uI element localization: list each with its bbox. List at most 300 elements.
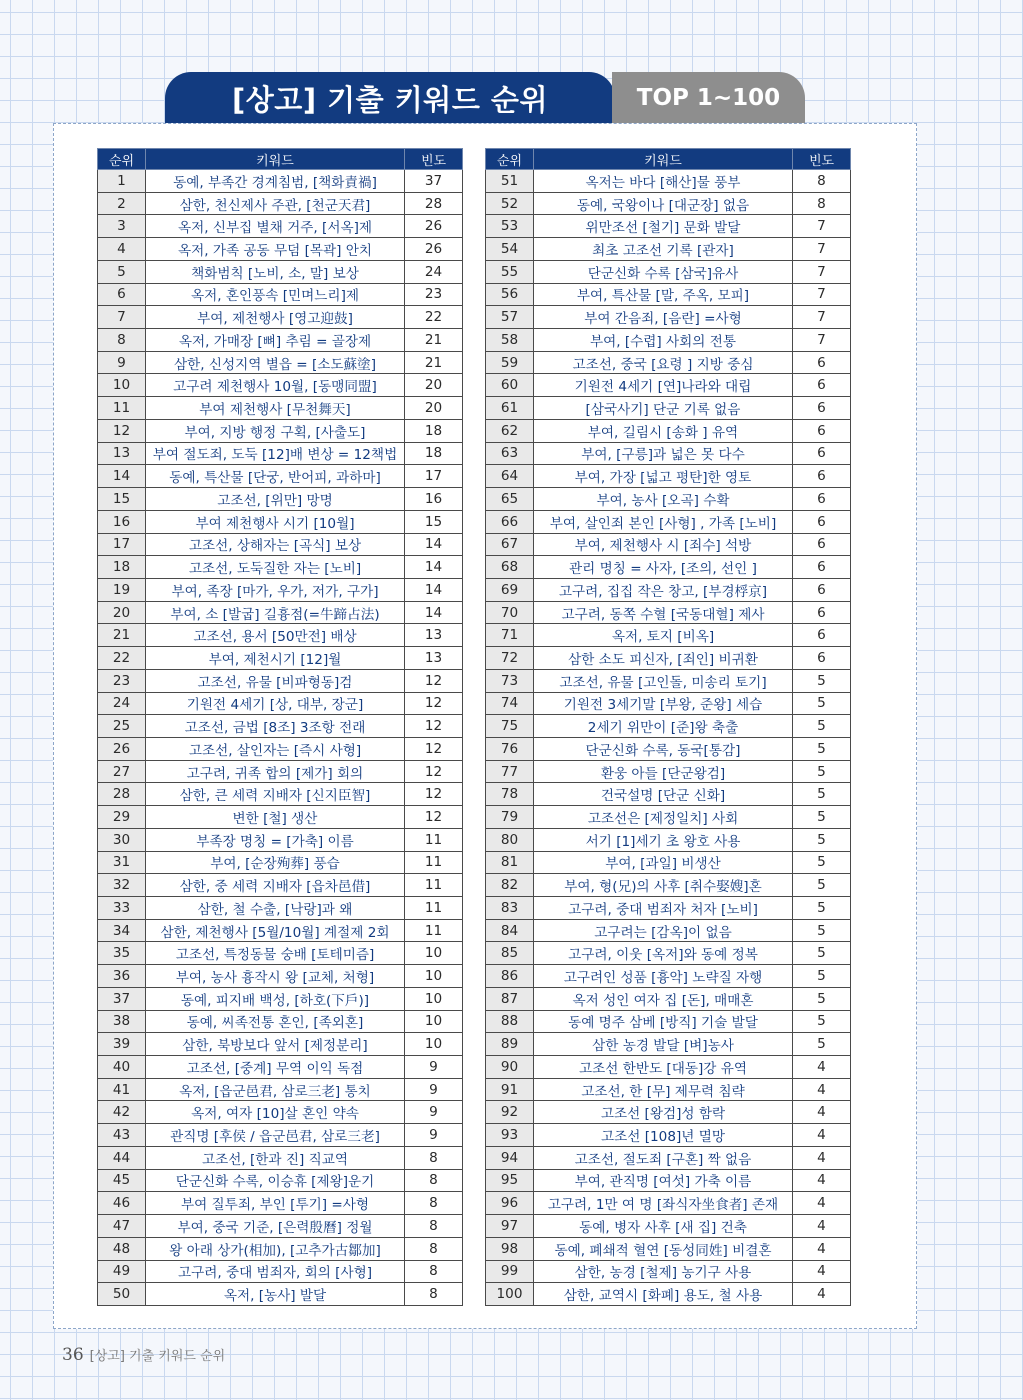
keyword-cell: 삼한, 북방보다 앞서 [제정분리] xyxy=(146,1033,405,1056)
rank-cell: 84 xyxy=(486,919,534,942)
table-row xyxy=(98,1283,463,1306)
table-row xyxy=(98,1033,463,1056)
frequency-cell: 5 xyxy=(793,760,851,783)
table-row xyxy=(98,942,463,965)
table-row xyxy=(486,942,851,965)
rank-cell: 86 xyxy=(486,965,534,988)
table-row xyxy=(486,601,851,624)
frequency-cell: 8 xyxy=(405,1237,463,1260)
frequency-cell: 5 xyxy=(793,1010,851,1033)
keyword-cell: 부여, 특산물 [말, 주옥, 모피] xyxy=(534,283,793,306)
rank-cell: 5 xyxy=(98,260,146,283)
frequency-cell: 14 xyxy=(405,578,463,601)
table-row xyxy=(98,351,463,374)
table-row xyxy=(98,1101,463,1124)
keyword-cell: 고구려인 성품 [흉악] 노략질 자행 xyxy=(534,965,793,988)
keyword-cell: 부여, 농사 흉작시 왕 [교체, 처형] xyxy=(146,965,405,988)
keyword-cell: 고조선, 유물 [비파형동]검 xyxy=(146,669,405,692)
frequency-cell: 21 xyxy=(405,351,463,374)
keyword-cell: 환웅 아들 [단군왕검] xyxy=(534,760,793,783)
rank-cell: 31 xyxy=(98,851,146,874)
table-row xyxy=(98,965,463,988)
table-row xyxy=(486,1260,851,1283)
keyword-cell: 고조선, 유물 [고인돌, 미송리 토기] xyxy=(534,669,793,692)
range-badge: TOP 1~100 xyxy=(612,72,805,124)
keyword-table-left xyxy=(97,148,463,1306)
rank-cell: 54 xyxy=(486,238,534,261)
keyword-cell: 고조선 [108]년 멸망 xyxy=(534,1124,793,1147)
table-row xyxy=(486,306,851,329)
rank-cell: 42 xyxy=(98,1101,146,1124)
frequency-cell: 10 xyxy=(405,987,463,1010)
rank-cell: 11 xyxy=(98,397,146,420)
frequency-cell: 4 xyxy=(793,1215,851,1238)
keyword-cell: 삼한, 농경 [철제] 농기구 사용 xyxy=(534,1260,793,1283)
table-row xyxy=(98,919,463,942)
table-row xyxy=(486,897,851,920)
frequency-cell: 6 xyxy=(793,578,851,601)
rank-cell: 34 xyxy=(98,919,146,942)
keyword-cell: 고조선, 중국 [요령 ] 지방 중심 xyxy=(534,351,793,374)
rank-cell: 100 xyxy=(486,1283,534,1306)
keyword-cell: 책화범칙 [노비, 소, 말] 보상 xyxy=(146,260,405,283)
table-row xyxy=(486,1056,851,1079)
table-row xyxy=(486,783,851,806)
rank-cell: 64 xyxy=(486,465,534,488)
rank-cell: 90 xyxy=(486,1056,534,1079)
table-row xyxy=(486,260,851,283)
keyword-cell: 동예, 특산물 [단궁, 반어피, 과하마] xyxy=(146,465,405,488)
table-row xyxy=(486,1078,851,1101)
keyword-cell: 동예, 씨족전통 혼인, [족외혼] xyxy=(146,1010,405,1033)
table-row xyxy=(98,442,463,465)
rank-cell: 45 xyxy=(98,1169,146,1192)
rank-cell: 58 xyxy=(486,329,534,352)
header-frequency: 빈도 xyxy=(405,149,463,170)
keyword-cell: 옥저, 신부집 별채 거주, [서옥]제 xyxy=(146,215,405,238)
rank-cell: 38 xyxy=(98,1010,146,1033)
keyword-cell: 부여, [수렵] 사회의 전통 xyxy=(534,329,793,352)
frequency-cell: 4 xyxy=(793,1056,851,1079)
rank-cell: 19 xyxy=(98,578,146,601)
rank-cell: 9 xyxy=(98,351,146,374)
rank-cell: 77 xyxy=(486,760,534,783)
keyword-table-right xyxy=(485,148,851,1306)
table-row xyxy=(98,601,463,624)
keyword-cell: 부족장 명칭 = [가축] 이름 xyxy=(146,828,405,851)
frequency-cell: 6 xyxy=(793,647,851,670)
rank-cell: 22 xyxy=(98,647,146,670)
rank-cell: 14 xyxy=(98,465,146,488)
keyword-cell: 옥저 성인 여자 집 [돈], 매매혼 xyxy=(534,987,793,1010)
rank-cell: 49 xyxy=(98,1260,146,1283)
frequency-cell: 5 xyxy=(793,919,851,942)
rank-cell: 67 xyxy=(486,533,534,556)
table-row xyxy=(98,897,463,920)
frequency-cell: 5 xyxy=(793,806,851,829)
keyword-cell: 삼한, 제천행사 [5월/10월] 계절제 2회 xyxy=(146,919,405,942)
table-row xyxy=(98,510,463,533)
table-row xyxy=(98,1056,463,1079)
frequency-cell: 9 xyxy=(405,1124,463,1147)
rank-cell: 50 xyxy=(98,1283,146,1306)
keyword-cell: 동예, 폐쇄적 혈연 [동성同姓] 비결혼 xyxy=(534,1237,793,1260)
rank-cell: 93 xyxy=(486,1124,534,1147)
keyword-cell: 서기 [1]세기 초 왕호 사용 xyxy=(534,828,793,851)
footer-label: [상고] 기출 키워드 순위 xyxy=(89,1349,226,1364)
frequency-cell: 5 xyxy=(793,737,851,760)
table-row xyxy=(98,192,463,215)
keyword-cell: 고조선, 한 [무] 제무력 침략 xyxy=(534,1078,793,1101)
table-row xyxy=(98,783,463,806)
frequency-cell: 8 xyxy=(405,1169,463,1192)
frequency-cell: 5 xyxy=(793,715,851,738)
table-row xyxy=(98,760,463,783)
frequency-cell: 28 xyxy=(405,192,463,215)
page-footer xyxy=(62,1345,225,1365)
rank-cell: 61 xyxy=(486,397,534,420)
frequency-cell: 14 xyxy=(405,533,463,556)
table-row xyxy=(98,238,463,261)
rank-cell: 88 xyxy=(486,1010,534,1033)
keyword-cell: 고조선 [왕검]성 함락 xyxy=(534,1101,793,1124)
keyword-cell: 관직명 [후侯 / 읍군邑君, 삼로三老] xyxy=(146,1124,405,1147)
rank-cell: 2 xyxy=(98,192,146,215)
keyword-cell: 단군신화 수록, 동국[통감] xyxy=(534,737,793,760)
rank-cell: 17 xyxy=(98,533,146,556)
table-row xyxy=(486,987,851,1010)
keyword-cell: 부여, 형(兄)의 사후 [취수娶嫂]혼 xyxy=(534,874,793,897)
table-row xyxy=(98,556,463,579)
frequency-cell: 10 xyxy=(405,942,463,965)
table-row xyxy=(486,760,851,783)
frequency-cell: 7 xyxy=(793,215,851,238)
rank-cell: 32 xyxy=(98,874,146,897)
frequency-cell: 6 xyxy=(793,465,851,488)
rank-cell: 13 xyxy=(98,442,146,465)
keyword-cell: 고조선, 상해자는 [곡식] 보상 xyxy=(146,533,405,556)
rank-cell: 23 xyxy=(98,669,146,692)
frequency-cell: 5 xyxy=(793,828,851,851)
table-row xyxy=(486,647,851,670)
frequency-cell: 12 xyxy=(405,669,463,692)
frequency-cell: 7 xyxy=(793,306,851,329)
frequency-cell: 26 xyxy=(405,238,463,261)
header-frequency: 빈도 xyxy=(793,149,851,170)
table-row xyxy=(486,533,851,556)
table-row xyxy=(486,1124,851,1147)
frequency-cell: 4 xyxy=(793,1192,851,1215)
frequency-cell: 6 xyxy=(793,419,851,442)
keyword-cell: 고조선은 [제정일치] 사회 xyxy=(534,806,793,829)
keyword-cell: 삼한, 중 세력 지배자 [읍차邑借] xyxy=(146,874,405,897)
frequency-cell: 5 xyxy=(793,669,851,692)
rank-cell: 24 xyxy=(98,692,146,715)
frequency-cell: 16 xyxy=(405,488,463,511)
keyword-cell: 최초 고조선 기록 [관자] xyxy=(534,238,793,261)
frequency-cell: 14 xyxy=(405,556,463,579)
rank-cell: 1 xyxy=(98,170,146,193)
keyword-cell: 고조선, 용서 [50만전] 배상 xyxy=(146,624,405,647)
table-row xyxy=(486,1101,851,1124)
keyword-cell: 부여, 지방 행정 구획, [사출도] xyxy=(146,419,405,442)
keyword-cell: 고구려, 중대 범죄자 처자 [노비] xyxy=(534,897,793,920)
table-row xyxy=(98,329,463,352)
table-row xyxy=(486,283,851,306)
table-row xyxy=(98,1078,463,1101)
keyword-cell: 부여, [순장殉葬] 풍습 xyxy=(146,851,405,874)
frequency-cell: 26 xyxy=(405,215,463,238)
table-row xyxy=(486,374,851,397)
frequency-cell: 7 xyxy=(793,283,851,306)
rank-cell: 37 xyxy=(98,987,146,1010)
rank-cell: 25 xyxy=(98,715,146,738)
table-row xyxy=(98,987,463,1010)
keyword-cell: 삼한, 큰 세력 지배자 [신지臣智] xyxy=(146,783,405,806)
table-row xyxy=(486,624,851,647)
header-keyword: 키워드 xyxy=(146,149,405,170)
table-row xyxy=(98,374,463,397)
table-row xyxy=(486,828,851,851)
table-row xyxy=(98,306,463,329)
frequency-cell: 6 xyxy=(793,510,851,533)
keyword-cell: 옥저, [농사] 발달 xyxy=(146,1283,405,1306)
frequency-cell: 6 xyxy=(793,556,851,579)
keyword-cell: 고구려, 귀족 합의 [제가] 회의 xyxy=(146,760,405,783)
table-row xyxy=(486,215,851,238)
keyword-cell: 옥저, 가족 공동 무덤 [목곽] 안치 xyxy=(146,238,405,261)
frequency-cell: 11 xyxy=(405,851,463,874)
keyword-cell: 기원전 4세기 [연]나라와 대립 xyxy=(534,374,793,397)
keyword-cell: 부여, 제천시기 [12]월 xyxy=(146,647,405,670)
keyword-cell: 옥저, [읍군邑君, 삼로三老] 통치 xyxy=(146,1078,405,1101)
frequency-cell: 8 xyxy=(405,1260,463,1283)
table-row xyxy=(486,715,851,738)
table-row xyxy=(486,170,851,193)
keyword-cell: 고조선, 특정동물 숭배 [토테미즘] xyxy=(146,942,405,965)
frequency-cell: 6 xyxy=(793,442,851,465)
keyword-cell: 부여, 소 [발굽] 길흉점(=牛蹄占法) xyxy=(146,601,405,624)
frequency-cell: 12 xyxy=(405,737,463,760)
keyword-cell: 고조선, [중계] 무역 이익 독점 xyxy=(146,1056,405,1079)
frequency-cell: 4 xyxy=(793,1101,851,1124)
frequency-cell: 12 xyxy=(405,760,463,783)
frequency-cell: 8 xyxy=(793,192,851,215)
table-row xyxy=(98,874,463,897)
rank-cell: 82 xyxy=(486,874,534,897)
table-row xyxy=(98,283,463,306)
keyword-cell: 동예, 피지배 백성, [하호(下戶)] xyxy=(146,987,405,1010)
rank-cell: 68 xyxy=(486,556,534,579)
keyword-cell: 옥저, 여자 [10]살 혼인 약속 xyxy=(146,1101,405,1124)
frequency-cell: 11 xyxy=(405,874,463,897)
frequency-cell: 37 xyxy=(405,170,463,193)
rank-cell: 74 xyxy=(486,692,534,715)
table-row xyxy=(98,170,463,193)
keyword-cell: [삼국사기] 단군 기록 없음 xyxy=(534,397,793,420)
rank-cell: 66 xyxy=(486,510,534,533)
frequency-cell: 8 xyxy=(405,1192,463,1215)
frequency-cell: 12 xyxy=(405,692,463,715)
table-row xyxy=(98,1169,463,1192)
keyword-cell: 기원전 3세기말 [부왕, 준왕] 세습 xyxy=(534,692,793,715)
frequency-cell: 11 xyxy=(405,828,463,851)
frequency-cell: 4 xyxy=(793,1146,851,1169)
rank-cell: 4 xyxy=(98,238,146,261)
rank-cell: 98 xyxy=(486,1237,534,1260)
rank-cell: 65 xyxy=(486,488,534,511)
frequency-cell: 7 xyxy=(793,329,851,352)
frequency-cell: 4 xyxy=(793,1283,851,1306)
header-rank: 순위 xyxy=(98,149,146,170)
frequency-cell: 18 xyxy=(405,442,463,465)
frequency-cell: 6 xyxy=(793,601,851,624)
keyword-cell: 기원전 4세기 [상, 대부, 장군] xyxy=(146,692,405,715)
rank-cell: 51 xyxy=(486,170,534,193)
keyword-cell: 삼한 소도 피신자, [죄인] 비귀환 xyxy=(534,647,793,670)
table-row xyxy=(98,260,463,283)
keyword-cell: 고구려 제천행사 10월, [동맹同盟] xyxy=(146,374,405,397)
keyword-cell: 옥저, 가매장 [뼈] 추림 = 골장제 xyxy=(146,329,405,352)
frequency-cell: 5 xyxy=(793,874,851,897)
table-row xyxy=(486,442,851,465)
rank-cell: 69 xyxy=(486,578,534,601)
keyword-cell: 부여, 제천행사 시 [죄수] 석방 xyxy=(534,533,793,556)
frequency-cell: 10 xyxy=(405,1033,463,1056)
rank-cell: 99 xyxy=(486,1260,534,1283)
keyword-cell: 부여, 살인죄 본인 [사형] , 가족 [노비] xyxy=(534,510,793,533)
keyword-cell: 고조선, 금법 [8조] 3조항 전래 xyxy=(146,715,405,738)
frequency-cell: 5 xyxy=(793,897,851,920)
keyword-cell: 부여 질투죄, 부인 [투기] =사형 xyxy=(146,1192,405,1215)
table-row xyxy=(98,851,463,874)
keyword-cell: 2세기 위만이 [준]왕 축출 xyxy=(534,715,793,738)
rank-cell: 72 xyxy=(486,647,534,670)
rank-cell: 89 xyxy=(486,1033,534,1056)
frequency-cell: 18 xyxy=(405,419,463,442)
rank-cell: 44 xyxy=(98,1146,146,1169)
table-row xyxy=(486,1010,851,1033)
frequency-cell: 6 xyxy=(793,351,851,374)
frequency-cell: 5 xyxy=(793,851,851,874)
keyword-cell: 부여, 족장 [마가, 우가, 저가, 구가] xyxy=(146,578,405,601)
frequency-cell: 6 xyxy=(793,397,851,420)
rank-cell: 39 xyxy=(98,1033,146,1056)
table-row xyxy=(98,488,463,511)
rank-cell: 57 xyxy=(486,306,534,329)
keyword-cell: 동예, 병자 사후 [새 집] 건축 xyxy=(534,1215,793,1238)
frequency-cell: 10 xyxy=(405,1010,463,1033)
rank-cell: 6 xyxy=(98,283,146,306)
frequency-cell: 5 xyxy=(793,692,851,715)
table-row xyxy=(486,488,851,511)
table-row xyxy=(486,329,851,352)
keyword-cell: 옥저, 혼인풍속 [민며느리]제 xyxy=(146,283,405,306)
table-row xyxy=(486,238,851,261)
frequency-cell: 17 xyxy=(405,465,463,488)
rank-cell: 78 xyxy=(486,783,534,806)
table-row xyxy=(486,192,851,215)
keyword-cell: 부여, 가장 [넓고 평탄]한 영토 xyxy=(534,465,793,488)
rank-cell: 33 xyxy=(98,897,146,920)
table-row xyxy=(98,624,463,647)
frequency-cell: 12 xyxy=(405,806,463,829)
table-row xyxy=(486,874,851,897)
frequency-cell: 13 xyxy=(405,624,463,647)
table-row xyxy=(486,419,851,442)
frequency-cell: 22 xyxy=(405,306,463,329)
keyword-cell: 변한 [철] 생산 xyxy=(146,806,405,829)
keyword-cell: 부여 절도죄, 도둑 [12]배 변상 = 12책법 xyxy=(146,442,405,465)
keyword-cell: 부여, [구릉]과 넓은 못 다수 xyxy=(534,442,793,465)
rank-cell: 7 xyxy=(98,306,146,329)
rank-cell: 87 xyxy=(486,987,534,1010)
table-row xyxy=(486,1215,851,1238)
keyword-cell: 고구려는 [감옥]이 없음 xyxy=(534,919,793,942)
keyword-cell: 옥저, 토지 [비옥] xyxy=(534,624,793,647)
keyword-cell: 고구려, 집집 작은 창고, [부경桴京] xyxy=(534,578,793,601)
keyword-cell: 부여, 길림시 [송화 ] 유역 xyxy=(534,419,793,442)
table-row xyxy=(486,556,851,579)
rank-cell: 47 xyxy=(98,1215,146,1238)
table-row xyxy=(486,397,851,420)
rank-cell: 96 xyxy=(486,1192,534,1215)
rank-cell: 94 xyxy=(486,1146,534,1169)
keyword-cell: 부여, 제천행사 [영고迎鼓] xyxy=(146,306,405,329)
table-row xyxy=(486,919,851,942)
rank-cell: 8 xyxy=(98,329,146,352)
table-row xyxy=(98,737,463,760)
frequency-cell: 9 xyxy=(405,1101,463,1124)
rank-cell: 30 xyxy=(98,828,146,851)
keyword-cell: 부여, [과일] 비생산 xyxy=(534,851,793,874)
keyword-cell: 단군신화 수록 [삼국]유사 xyxy=(534,260,793,283)
rank-cell: 10 xyxy=(98,374,146,397)
keyword-cell: 고조선, [한과 진] 직교역 xyxy=(146,1146,405,1169)
keyword-cell: 부여 간음죄, [음란] =사형 xyxy=(534,306,793,329)
rank-cell: 62 xyxy=(486,419,534,442)
keyword-cell: 위만조선 [철기] 문화 발달 xyxy=(534,215,793,238)
rank-cell: 60 xyxy=(486,374,534,397)
table-row xyxy=(486,1169,851,1192)
table-row xyxy=(98,828,463,851)
table-row xyxy=(486,1192,851,1215)
table-row xyxy=(486,1237,851,1260)
page-number: 36 xyxy=(62,1345,84,1365)
frequency-cell: 15 xyxy=(405,510,463,533)
rank-cell: 16 xyxy=(98,510,146,533)
table-row xyxy=(486,965,851,988)
table-row xyxy=(98,1260,463,1283)
keyword-cell: 삼한, 신성지역 별읍 = [소도蘇塗] xyxy=(146,351,405,374)
keyword-cell: 고조선 한반도 [대동]강 유역 xyxy=(534,1056,793,1079)
frequency-cell: 4 xyxy=(793,1260,851,1283)
rank-cell: 97 xyxy=(486,1215,534,1238)
keyword-cell: 삼한, 천신제사 주관, [천군天君] xyxy=(146,192,405,215)
table-row xyxy=(98,1124,463,1147)
table-row xyxy=(98,669,463,692)
keyword-cell: 부여, 중국 기준, [은력殷曆] 정월 xyxy=(146,1215,405,1238)
frequency-cell: 5 xyxy=(793,987,851,1010)
rank-cell: 59 xyxy=(486,351,534,374)
frequency-cell: 12 xyxy=(405,783,463,806)
frequency-cell: 4 xyxy=(793,1078,851,1101)
keyword-cell: 고구려, 중대 범죄자, 회의 [사형] xyxy=(146,1260,405,1283)
frequency-cell: 20 xyxy=(405,397,463,420)
frequency-cell: 5 xyxy=(793,965,851,988)
rank-cell: 80 xyxy=(486,828,534,851)
table-row xyxy=(98,1192,463,1215)
